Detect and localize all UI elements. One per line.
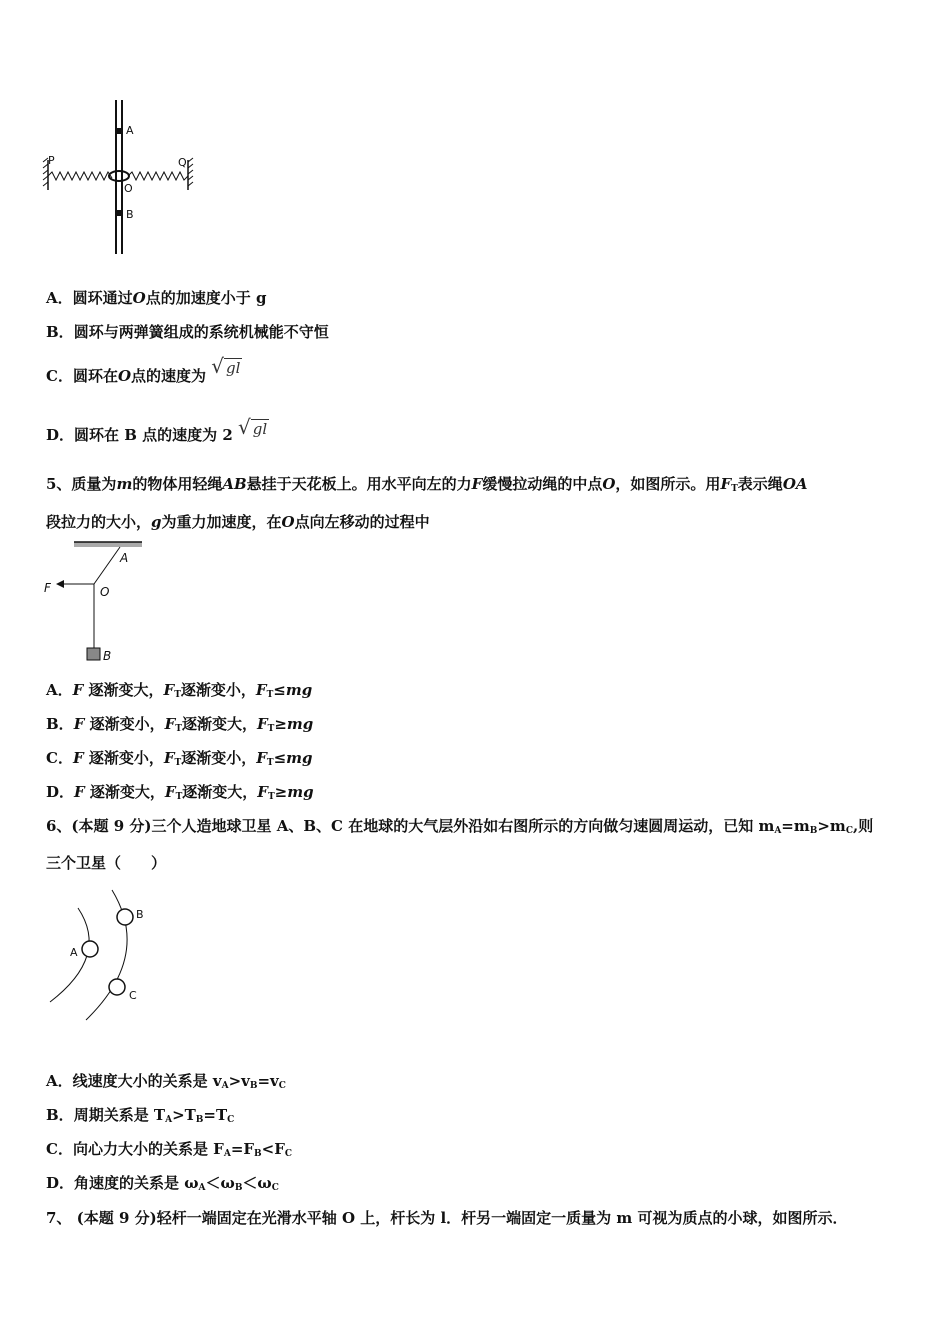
q6-option-c[interactable]: C．向心力大小的关系是 $F_A=F_B<F_C$ bbox=[46, 1140, 293, 1159]
left-spring bbox=[48, 172, 112, 180]
q6-stem-line2: 三个卫星（ ） bbox=[46, 854, 167, 872]
q4-option-d[interactable]: D．圆环在 B 点的速度为 2 √ gl bbox=[46, 415, 268, 444]
label-p: P bbox=[48, 154, 55, 167]
satellite-b bbox=[117, 909, 133, 925]
q6-option-b[interactable]: B．周期关系是 $T_A>T_B=T_C$ bbox=[46, 1106, 235, 1125]
figure-spring-ring bbox=[40, 98, 200, 258]
label-o: O bbox=[100, 585, 110, 599]
label-a: A bbox=[120, 551, 129, 565]
q6-option-a[interactable]: A．线速度大小的关系是 $v_A>v_B=v_C$ bbox=[46, 1072, 286, 1091]
label-b: B bbox=[126, 208, 134, 221]
satellite-c bbox=[109, 979, 125, 995]
q5-option-a[interactable]: A．F 逐渐变大，$F_T$逐渐变小，$F_T\le mg$ bbox=[46, 681, 313, 700]
figure-rope-pull bbox=[40, 538, 160, 668]
q5-option-b[interactable]: B．F 逐渐变小，$F_T$逐渐变大，$F_T\ge mg$ bbox=[46, 715, 314, 734]
q4-option-c[interactable]: C．圆环在O点的速度为 √ gl bbox=[46, 354, 241, 385]
satellite-a bbox=[82, 941, 98, 957]
ring bbox=[109, 171, 129, 181]
q5-option-c[interactable]: C．F 逐渐变小，$F_T$逐渐变小，$F_T\le mg$ bbox=[46, 749, 313, 768]
q6-option-d[interactable]: D．角速度的关系是 $\omega_A<\omega_B<\omega_C$ bbox=[46, 1174, 279, 1193]
label-c: C bbox=[129, 989, 137, 1002]
label-a: A bbox=[126, 124, 134, 137]
q6-stem-line1: 6、(本题 9 分)三个人造地球卫星 A、B、C 在地球的大气层外沿如右图所示的方向做匀速圆周运动，已知 $m_A=m_B>m_C$,则 bbox=[46, 817, 874, 836]
q5-stem-line1: 5、质量为m的物体用轻绳AB悬挂于天花板上。用水平向左的力F缓慢拉动绳的中点O，如图所示。用$F_T$表示绳OA bbox=[46, 475, 808, 494]
label-a: A bbox=[70, 946, 78, 959]
figure-satellites bbox=[40, 886, 180, 1036]
label-o: O bbox=[124, 182, 133, 195]
label-b: B bbox=[136, 908, 144, 921]
q4-option-a[interactable]: A．圆环通过O点的加速度小于 g bbox=[46, 289, 267, 307]
label-f: F bbox=[44, 581, 51, 595]
sqrt-gl: √ gl bbox=[238, 415, 268, 439]
q5-option-d[interactable]: D．F 逐渐变大，$F_T$逐渐变大，$F_T\ge mg$ bbox=[46, 783, 314, 802]
q7-stem: 7、 (本题 9 分)轻杆一端固定在光滑水平轴 O 上，杆长为 l．杆另一端固定一质量为 m 可视为质点的小球，如图所示． bbox=[46, 1209, 848, 1227]
label-b: B bbox=[103, 649, 112, 663]
q4-option-b[interactable]: B．圆环与两弹簧组成的系统机械能不守恒 bbox=[46, 323, 329, 341]
sqrt-gl: √ gl bbox=[211, 354, 241, 378]
q5-stem-line2: 段拉力的大小，g为重力加速度，在O点向左移动的过程中 bbox=[46, 513, 430, 531]
label-q: Q bbox=[178, 156, 187, 169]
block-b bbox=[87, 648, 100, 660]
right-spring bbox=[128, 172, 188, 180]
